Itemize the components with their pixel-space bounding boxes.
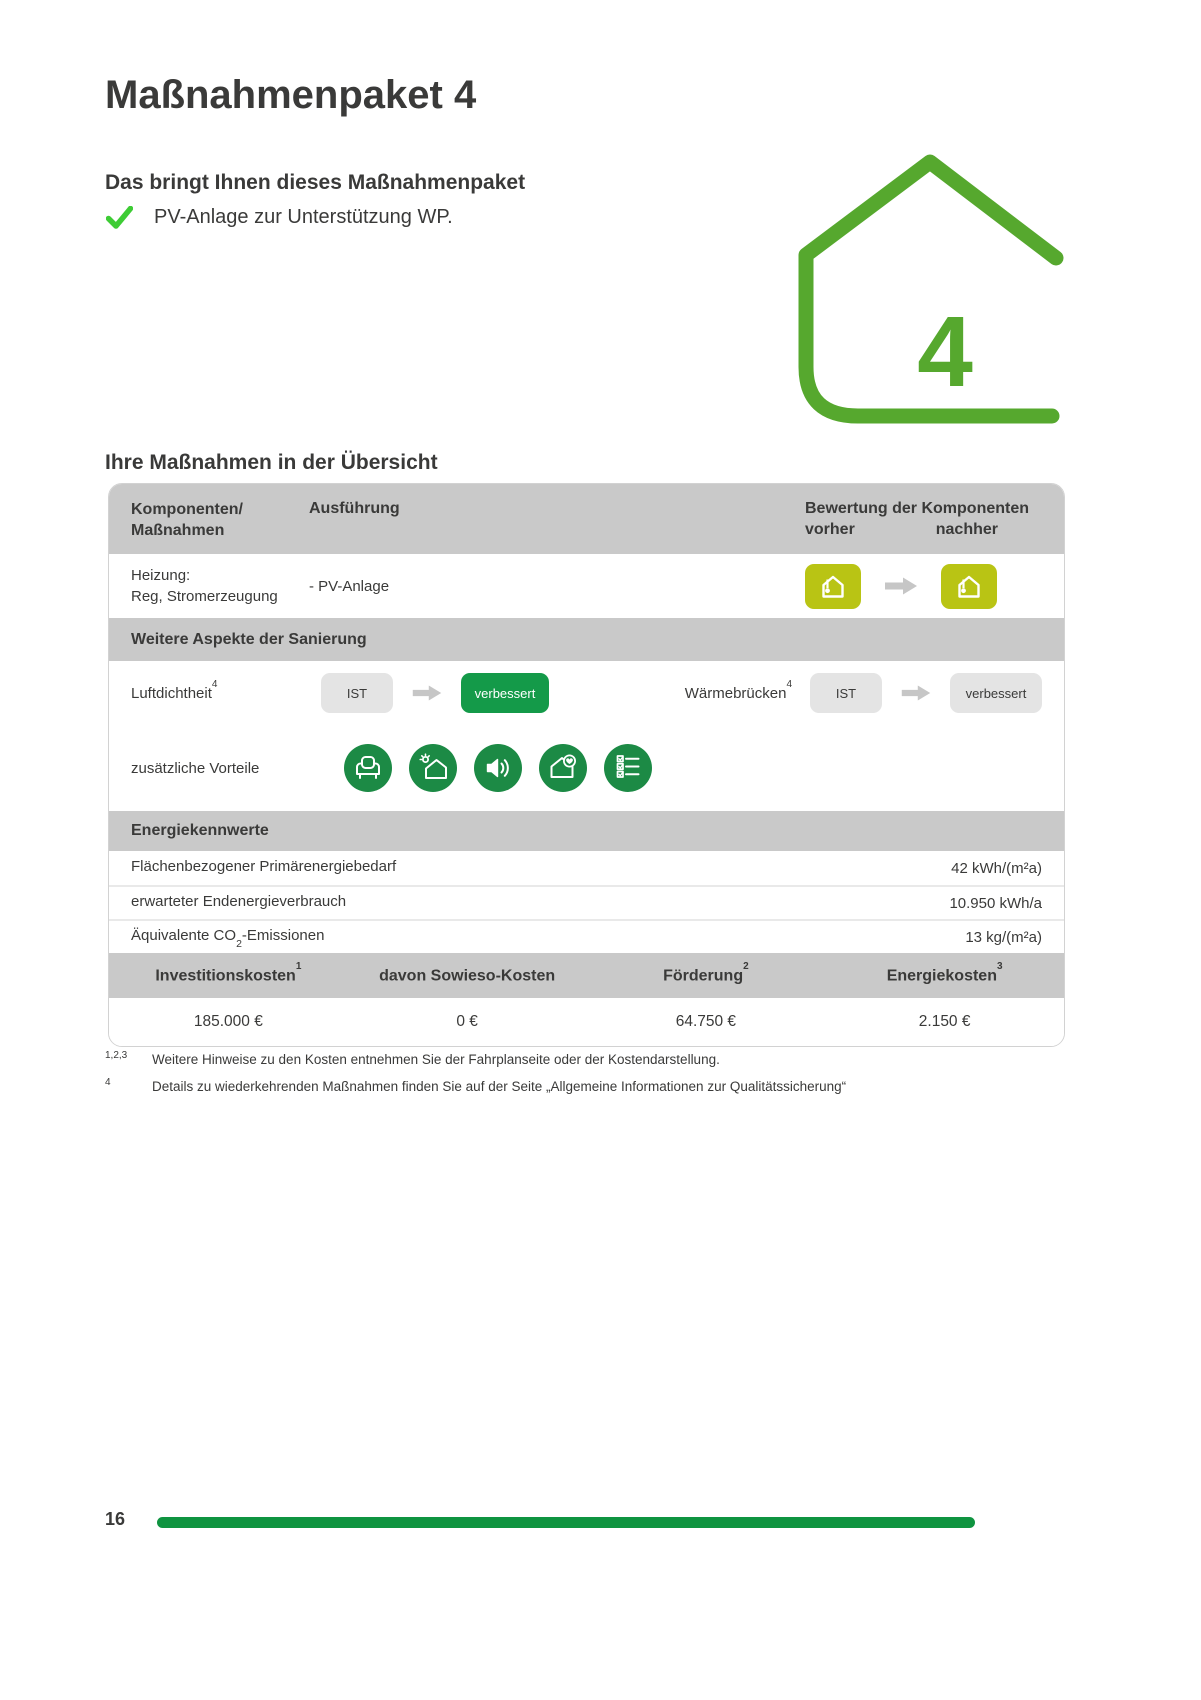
house-heart-icon — [539, 744, 587, 792]
energy-value: 10.950 kWh/a — [949, 894, 1042, 912]
overview-heading: Ihre Maßnahmen in der Übersicht — [105, 451, 438, 474]
airtightness-before-pill: IST — [321, 673, 393, 713]
header-execution: Ausführung — [309, 500, 400, 517]
measure-execution: - PV-Anlage — [309, 577, 390, 595]
house-thermometer-icon — [818, 572, 848, 600]
measure-row — [109, 554, 1064, 618]
package-number: 4 — [917, 296, 973, 408]
house-sun-icon — [409, 744, 457, 792]
page-title: Maßnahmenpaket 4 — [105, 73, 477, 117]
cost-header-row — [109, 953, 1064, 998]
energy-row — [109, 851, 1064, 885]
aspects-row — [109, 661, 1064, 725]
header-rating — [805, 500, 1042, 554]
benefits-heading: Das bringt Ihnen dieses Maßnahmenpaket — [105, 171, 526, 194]
footnote-marker: 4 — [105, 1077, 111, 1088]
arrow-right-icon — [900, 683, 932, 703]
energy-value: 42 kWh/(m²a) — [951, 859, 1042, 877]
energy-value: 13 kg/(m²a) — [965, 928, 1042, 946]
footnote-text: Weitere Hinweise zu den Kosten entnehmen Sie der Fahrplanseite oder der Kostendarstellung. — [152, 1052, 720, 1067]
house-thermometer-icon — [954, 572, 984, 600]
energy-row — [109, 919, 1064, 953]
rating-after-badge — [941, 564, 997, 609]
cost-header-subsidy: Förderung$^2$ — [663, 960, 749, 985]
thermal-bridges-before-pill: IST — [810, 673, 882, 713]
armchair-icon — [344, 744, 392, 792]
aspects-section-header: Weitere Aspekte der Sanierung — [109, 618, 1064, 661]
speaker-icon — [474, 744, 522, 792]
cost-header-anyway-costs: davon Sowieso-Kosten — [379, 967, 556, 985]
measure-component: Heizung: Reg, Stromerzeugung — [131, 567, 278, 605]
energy-label: Flächenbezogener Primärenergiebedarf — [131, 858, 397, 875]
header-rating-title: Bewertung der Komponenten — [805, 500, 1030, 517]
page-number: 16 — [105, 1509, 126, 1529]
header-rating-before: vorher — [805, 521, 855, 538]
thermal-bridges-after-pill: verbessert — [950, 673, 1042, 713]
airtightness-after-pill: verbessert — [461, 673, 549, 713]
measures-table — [108, 483, 1065, 1047]
arrow-right-icon — [411, 683, 443, 703]
header-rating-after: nachher — [935, 521, 998, 538]
cost-value-subsidy: 64.750 € — [675, 1013, 737, 1030]
energy-row — [109, 885, 1064, 919]
airtightness-label: Luftdichtheit$^4$ — [131, 679, 218, 702]
benefit-text: PV-Anlage zur Unterstützung WP. — [154, 206, 453, 228]
footnote-text: Details zu wiederkehrenden Maßnahmen finden Sie auf der Seite „Allgemeine Informationen zur Qualitätssicherung“ — [152, 1079, 847, 1094]
energy-label: Äquivalente $CO_2$-Emissionen — [131, 927, 325, 950]
table-header — [109, 484, 1064, 554]
measure-rating — [805, 564, 1042, 609]
check-icon — [106, 206, 133, 229]
checklist-icon — [604, 744, 652, 792]
footnote-marker: 1,2,3 — [105, 1050, 128, 1061]
footer-bar — [157, 1517, 975, 1528]
benefit-item — [106, 206, 453, 229]
rating-before-badge — [805, 564, 861, 609]
cost-values-row — [109, 998, 1064, 1046]
cost-value-anyway-costs: 0 € — [456, 1013, 478, 1030]
cost-value-energy-costs: 2.150 € — [918, 1013, 971, 1030]
extra-benefits-row — [109, 725, 1064, 811]
cost-header-energy-costs: Energiekosten$^3$ — [886, 960, 1003, 985]
cost-value-investment: 185.000 € — [193, 1013, 263, 1030]
footnote — [105, 1079, 846, 1094]
energy-label: erwarteter Endenergieverbrauch — [131, 893, 347, 910]
cost-header-investment: Investitionskosten$^1$ — [155, 960, 302, 985]
extra-benefits-label: zusätzliche Vorteile — [131, 759, 260, 777]
footnote — [105, 1052, 720, 1067]
header-components: Komponenten/ Maßnahmen — [131, 501, 243, 539]
energy-section-header: Energiekennwerte — [109, 811, 1064, 851]
thermal-bridges-label: Wärmebrücken$^4$ — [684, 679, 792, 702]
arrow-right-icon — [883, 575, 919, 597]
